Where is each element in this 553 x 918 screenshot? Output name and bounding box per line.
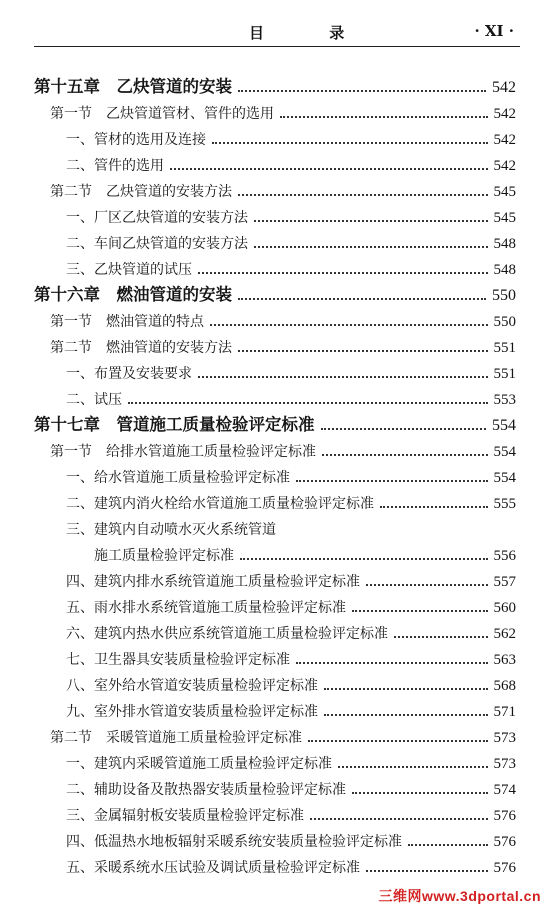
toc-entry-continued <box>66 515 276 539</box>
toc-subsection[interactable] <box>66 671 516 695</box>
toc-page-number: 573 <box>493 756 516 772</box>
toc-page-number: 551 <box>493 366 516 382</box>
toc-section[interactable] <box>50 437 516 461</box>
toc-entry-title: 第十七章 管道施工质量检验评定标准 <box>34 415 315 434</box>
toc-section[interactable] <box>50 723 516 747</box>
toc-subsection[interactable] <box>66 151 516 175</box>
toc-page-number: 548 <box>493 262 516 278</box>
dot-leader <box>238 288 486 300</box>
dot-leader <box>352 600 488 612</box>
toc-subsection[interactable] <box>66 255 516 279</box>
dot-leader <box>308 730 488 742</box>
toc-page-number: 553 <box>493 392 516 408</box>
toc-entry-title: 第一节 乙炔管道管材、管件的选用 <box>50 106 274 122</box>
toc-page-number: 568 <box>493 678 516 694</box>
dot-leader <box>210 314 488 326</box>
dot-leader <box>321 418 487 430</box>
dot-leader <box>238 340 488 352</box>
toc-subsection[interactable] <box>66 645 516 669</box>
toc-entry-title: 第二节 燃油管道的安装方法 <box>50 340 232 356</box>
toc-entry-title: 四、建筑内排水系统管道施工质量检验评定标准 <box>66 574 360 590</box>
toc-entry-title: 一、布置及安装要求 <box>66 366 192 382</box>
site-watermark: 三维网www.3dportal.cn <box>378 888 541 904</box>
toc-section[interactable] <box>50 307 516 331</box>
toc-chapter[interactable] <box>34 281 516 305</box>
dot-leader <box>296 652 488 664</box>
toc-page-number: 550 <box>493 314 516 330</box>
toc-page-number: 548 <box>493 236 516 252</box>
page-header <box>34 20 520 47</box>
toc-entry-title: 二、建筑内消火栓给水管道施工质量检验评定标准 <box>66 496 374 512</box>
toc-entry-title: 一、给水管道施工质量检验评定标准 <box>66 470 290 486</box>
toc-entry-title: 施工质量检验评定标准 <box>66 548 234 564</box>
dot-leader <box>296 470 488 482</box>
toc-subsection[interactable] <box>66 385 516 409</box>
toc-subsection[interactable] <box>66 229 516 253</box>
toc-entry-title: 第十五章 乙炔管道的安装 <box>34 77 232 96</box>
toc-entry-title: 二、辅助设备及散热器安装质量检验评定标准 <box>66 782 346 798</box>
toc-entry-title: 二、试压 <box>66 392 122 408</box>
toc-entry-title: 三、建筑内自动喷水灭火系统管道 <box>66 522 276 538</box>
toc-subsection[interactable] <box>66 593 516 617</box>
dot-leader <box>212 132 488 144</box>
toc-page-number: 563 <box>493 652 516 668</box>
dot-leader <box>380 496 488 508</box>
toc-subsection[interactable] <box>66 775 516 799</box>
toc-page-number: 574 <box>493 782 516 798</box>
dot-leader <box>324 678 488 690</box>
toc-entry-title: 七、卫生器具安装质量检验评定标准 <box>66 652 290 668</box>
toc-page-number: 557 <box>493 574 516 590</box>
toc-subsection[interactable] <box>66 749 516 773</box>
toc-entry-title: 五、采暖系统水压试验及调试质量检验评定标准 <box>66 860 360 876</box>
toc-page-number: 554 <box>493 444 516 460</box>
toc-entry-title: 二、车间乙炔管道的安装方法 <box>66 236 248 252</box>
toc-entry-title: 第十六章 燃油管道的安装 <box>34 285 232 304</box>
toc-page-number: 542 <box>493 158 516 174</box>
toc-entry-title: 一、建筑内采暖管道施工质量检验评定标准 <box>66 756 332 772</box>
toc-entry-title: 八、室外给水管道安装质量检验评定标准 <box>66 678 318 694</box>
toc-entry-title: 四、低温热水地板辐射采暖系统安装质量检验评定标准 <box>66 834 402 850</box>
dot-leader <box>238 80 486 92</box>
dot-leader <box>280 106 488 118</box>
toc-page-number: 542 <box>493 106 516 122</box>
dot-leader <box>366 574 488 586</box>
toc-page-number: 542 <box>493 132 516 148</box>
toc-subsection[interactable] <box>66 541 516 565</box>
dot-leader <box>322 444 488 456</box>
toc-entry-title: 第二节 采暖管道施工质量检验评定标准 <box>50 730 302 746</box>
toc-entry-title: 三、乙炔管道的试压 <box>66 262 192 278</box>
dot-leader <box>128 392 488 404</box>
toc-entry-title: 一、厂区乙炔管道的安装方法 <box>66 210 248 226</box>
toc-subsection[interactable] <box>66 827 516 851</box>
dot-leader <box>310 808 488 820</box>
toc-entry-title: 三、金属辐射板安装质量检验评定标准 <box>66 808 304 824</box>
toc-entry-title: 六、建筑内热水供应系统管道施工质量检验评定标准 <box>66 626 388 642</box>
dot-leader <box>254 210 488 222</box>
dot-leader <box>366 860 488 872</box>
toc-page-number: 545 <box>493 210 516 226</box>
toc-subsection[interactable] <box>66 125 516 149</box>
toc-entry-title: 第一节 给排水管道施工质量检验评定标准 <box>50 444 316 460</box>
toc-chapter[interactable] <box>34 411 516 435</box>
toc-entry-title: 二、管件的选用 <box>66 158 164 174</box>
header-title: 目 录 <box>249 24 375 42</box>
dot-leader <box>198 262 488 274</box>
toc-section[interactable] <box>50 99 516 123</box>
toc-page-number: 554 <box>493 470 516 486</box>
toc-entry-title: 五、雨水排水系统管道施工质量检验评定标准 <box>66 600 346 616</box>
toc-subsection[interactable] <box>66 801 516 825</box>
toc-page-number: 576 <box>493 860 516 876</box>
toc-subsection[interactable] <box>66 489 516 513</box>
toc-subsection[interactable] <box>66 697 516 721</box>
toc-subsection[interactable] <box>66 203 516 227</box>
toc-entry-title: 九、室外排水管道安装质量检验评定标准 <box>66 704 318 720</box>
toc-page-number: 576 <box>493 834 516 850</box>
toc-subsection[interactable] <box>66 619 516 643</box>
toc-page-number: 556 <box>493 548 516 564</box>
toc-page-number: 545 <box>493 184 516 200</box>
toc-subsection[interactable] <box>66 463 516 487</box>
toc-chapter[interactable] <box>34 73 516 97</box>
toc-page-number: 542 <box>492 79 516 96</box>
toc-page-number: 576 <box>493 808 516 824</box>
toc-page-number: 562 <box>493 626 516 642</box>
dot-leader <box>254 236 488 248</box>
toc-entry-title: 第一节 燃油管道的特点 <box>50 314 204 330</box>
dot-leader <box>170 158 488 170</box>
toc-subsection[interactable] <box>66 853 516 877</box>
dot-leader <box>408 834 488 846</box>
toc-subsection[interactable] <box>66 567 516 591</box>
toc-entry-title: 第二节 乙炔管道的安装方法 <box>50 184 232 200</box>
toc-page-number: 550 <box>492 287 516 304</box>
dot-leader <box>394 626 488 638</box>
toc-entry-title: 一、管材的选用及连接 <box>66 132 206 148</box>
toc-page-number: 573 <box>493 730 516 746</box>
dot-leader <box>238 184 488 196</box>
toc-section[interactable] <box>50 177 516 201</box>
toc-page-number: 571 <box>493 704 516 720</box>
dot-leader <box>198 366 488 378</box>
header-page-number: · XI · <box>474 22 514 40</box>
dot-leader <box>352 782 488 794</box>
toc-section[interactable] <box>50 333 516 357</box>
dot-leader <box>240 548 488 560</box>
dot-leader <box>324 704 488 716</box>
toc-subsection[interactable] <box>66 359 516 383</box>
toc-page-number: 555 <box>493 496 516 512</box>
toc-page-number: 560 <box>493 600 516 616</box>
dot-leader <box>338 756 488 768</box>
toc-page-number: 551 <box>493 340 516 356</box>
toc-page-number: 554 <box>492 417 516 434</box>
